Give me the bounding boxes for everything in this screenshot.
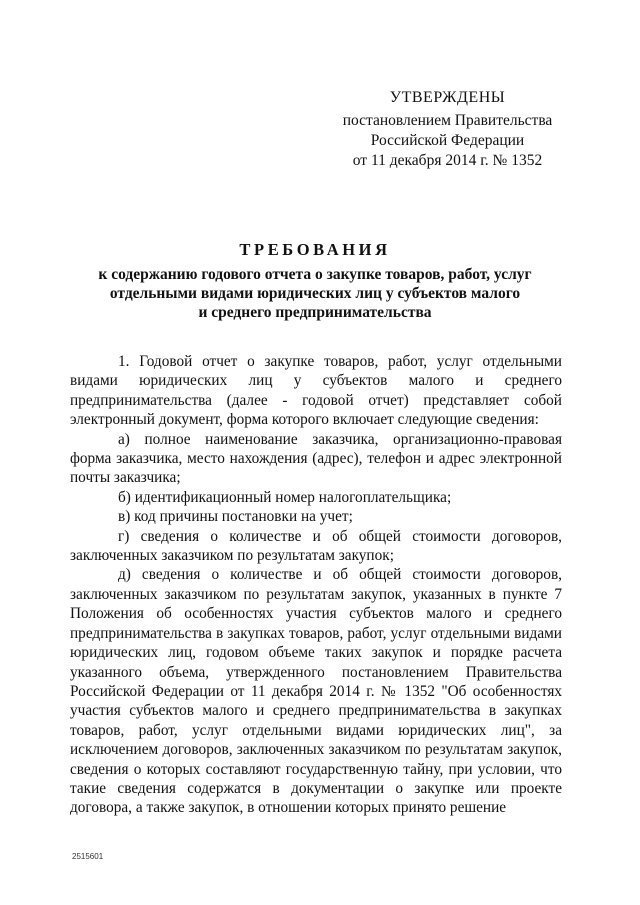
- approval-block: [340, 88, 555, 171]
- approval-line: от 11 декабря 2014 г. № 1352: [352, 152, 543, 169]
- document-code: 2515601: [72, 852, 104, 861]
- subtitle-line: к содержанию годового отчета о закупке товаров, работ, услуг: [98, 266, 532, 283]
- paragraph-v: в) код причины постановки на учет;: [118, 508, 353, 526]
- document-subtitle: [70, 265, 560, 322]
- paragraph-a: а) полное наименование заказчика, организационно-правовая форма заказчика, место нахождения (адрес), телефон и адрес электронной почты заказчика;: [70, 430, 562, 487]
- paragraph-d: д) сведения о количестве и об общей стоимости договоров, заключенных заказчиком по результатам закупок, указанных в пункте 7 Положения об особенностях участия субъектов малого и среднего предпринимательства в закупках товаров, работ, услуг отдельными видами юридических лиц, годовом объеме таких закупок и порядке расчета указанного объема, утвержденного постановлением Правительства Российской Федерации от 11 декабря 2014 г. № 1352 "Об особенностях участия субъектов малого и среднего предпринимательства в закупках товаров, работ, услуг отдельными видами юридических лиц", за исключением договоров, заключенных заказчиком по результатам закупок, сведения о которых составляют государственную тайну, при условии, что такие сведения содержатся в документации о закупке или проекте договора, а также закупок, в отношении которых принято решение: [70, 566, 562, 817]
- paragraph-g: г) сведения о количестве и об общей стоимости договоров, заключенных заказчиком по результатам закупок;: [70, 527, 562, 565]
- approval-line: Российской Федерации: [370, 132, 525, 149]
- subtitle-line: и среднего предпринимательства: [198, 304, 432, 321]
- paragraph-1: 1. Годовой отчет о закупке товаров, работ, услуг отдельными видами юридических лиц у субъектов малого и среднего предпринимательства (далее - годовой отчет) представляет собой электронный документ, форма которого включает следующие сведения:: [70, 353, 562, 429]
- paragraph-b: б) идентификационный номер налогоплательщика;: [118, 488, 452, 506]
- approval-line: постановлением Правительства: [342, 112, 553, 129]
- document-body: [70, 352, 562, 818]
- document-title: ТРЕБОВАНИЯ: [239, 240, 391, 259]
- subtitle-line: отдельными видами юридических лиц у субъектов малого: [109, 285, 521, 302]
- approval-heading: УТВЕРЖДЕНЫ: [389, 89, 506, 106]
